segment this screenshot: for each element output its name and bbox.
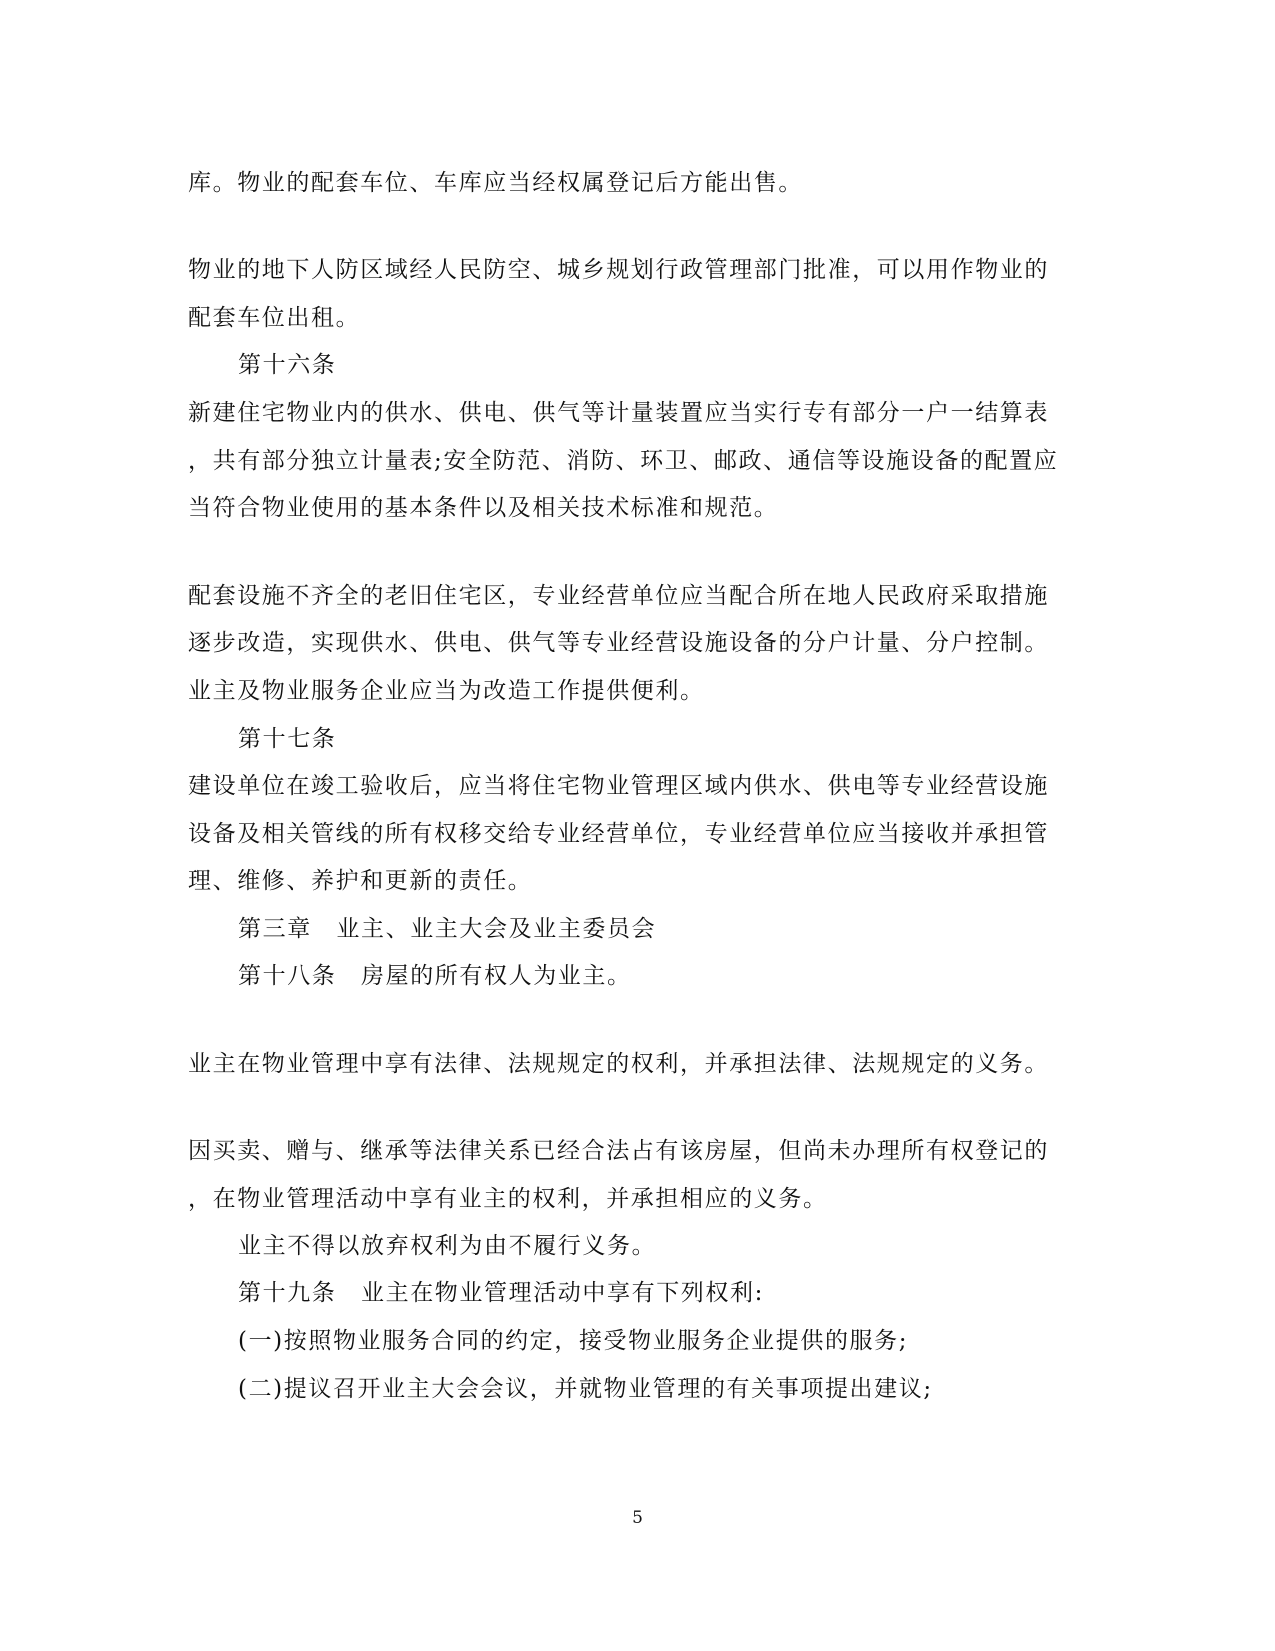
article-heading: 第十七条	[238, 726, 337, 752]
paragraph-line: 库。物业的配套车位、车库应当经权属登记后方能出售。	[188, 170, 803, 196]
paragraph-line: 当符合物业使用的基本条件以及相关技术标准和规范。	[188, 495, 779, 521]
paragraph-line: 配套车位出租。	[188, 305, 361, 331]
paragraph-line: 业主在物业管理中享有法律、法规规定的权利，并承担法律、法规规定的义务。	[188, 1051, 1049, 1077]
list-item: (二)提议召开业主大会会议，并就物业管理的有关事项提出建议;	[238, 1376, 933, 1402]
article-heading: 第十八条 房屋的所有权人为业主。	[238, 963, 632, 989]
paragraph-line: 建设单位在竣工验收后，应当将住宅物业管理区域内供水、供电等专业经营设施	[188, 773, 1049, 799]
paragraph-line: ，在物业管理活动中享有业主的权利，并承担相应的义务。	[188, 1186, 828, 1212]
paragraph-line: 逐步改造，实现供水、供电、供气等专业经营设施设备的分户计量、分户控制。	[188, 630, 1049, 656]
paragraph-line: 新建住宅物业内的供水、供电、供气等计量装置应当实行专有部分一户一结算表	[188, 400, 1049, 426]
article-heading: 第十九条 业主在物业管理活动中享有下列权利:	[238, 1280, 764, 1306]
paragraph-line: 理、维修、养护和更新的责任。	[188, 868, 533, 894]
paragraph-line: ，共有部分独立计量表;安全防范、消防、环卫、邮政、通信等设施设备的配置应	[188, 448, 1059, 474]
paragraph-line: 设备及相关管线的所有权移交给专业经营单位，专业经营单位应当接收并承担管	[188, 821, 1049, 847]
list-item: (一)按照物业服务合同的约定，接受物业服务企业提供的服务;	[238, 1328, 909, 1354]
paragraph-line: 因买卖、赠与、继承等法律关系已经合法占有该房屋，但尚未办理所有权登记的	[188, 1138, 1049, 1164]
paragraph-line: 业主及物业服务企业应当为改造工作提供便利。	[188, 678, 705, 704]
paragraph-line: 配套设施不齐全的老旧住宅区，专业经营单位应当配合所在地人民政府采取措施	[188, 583, 1049, 609]
chapter-heading: 第三章 业主、业主大会及业主委员会	[238, 916, 657, 942]
article-heading: 第十六条	[238, 352, 337, 378]
paragraph-line: 业主不得以放弃权利为由不履行义务。	[238, 1233, 657, 1259]
paragraph-line: 物业的地下人防区域经人民防空、城乡规划行政管理部门批准，可以用作物业的	[188, 257, 1049, 283]
page-number: 5	[632, 1508, 643, 1528]
